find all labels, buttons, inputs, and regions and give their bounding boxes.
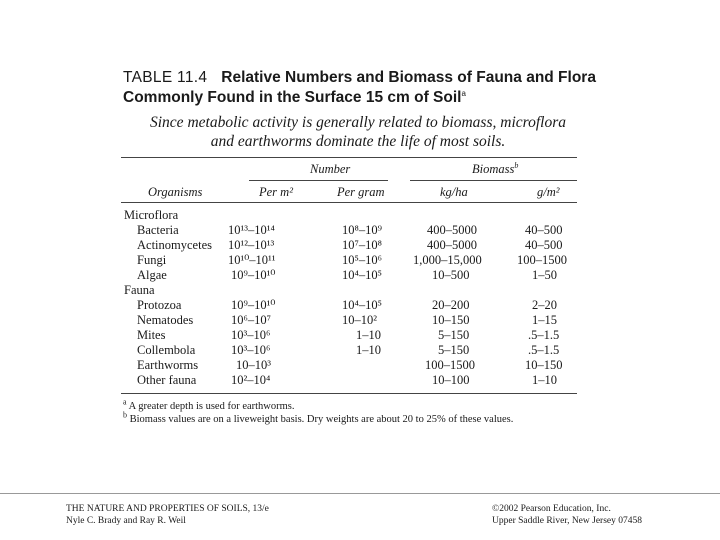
- bottom-rule: [121, 393, 577, 394]
- kgha-cell: 400–5000: [427, 238, 477, 252]
- header-per-gram: Per gram: [337, 185, 385, 199]
- organism-cell: Other fauna: [137, 373, 197, 387]
- organism-cell: Protozoa: [137, 298, 182, 312]
- organism-cell: Nematodes: [137, 313, 194, 327]
- per-gram-cell: 10⁵–10⁶: [342, 253, 382, 267]
- gm2-cell: 40–500: [525, 223, 563, 237]
- footer-left: [66, 503, 269, 527]
- copyright: ©2002 Pearson Education, Inc.: [492, 504, 611, 514]
- header-biomass-group: [472, 162, 518, 177]
- per-gram-cell: 10–10²: [342, 313, 377, 327]
- per-gram-cell: 10⁴–10⁵: [342, 268, 382, 282]
- per-gram-cell: 1–10: [356, 343, 381, 357]
- kgha-cell: 10–100: [432, 373, 470, 387]
- organism-cell: Bacteria: [137, 223, 179, 237]
- organism-cell: Algae: [137, 268, 167, 282]
- kgha-cell: 10–500: [432, 268, 470, 282]
- organism-cell: Actinomycetes: [137, 238, 212, 252]
- footnote-a-mark: a: [123, 397, 127, 407]
- table-title: [123, 68, 596, 108]
- footer-right: [492, 503, 642, 527]
- kgha-cell: 1,000–15,000: [413, 253, 482, 267]
- organism-cell: Mites: [137, 328, 166, 342]
- per-m2-cell: 10³–10⁶: [231, 343, 271, 357]
- gm2-cell: 100–1500: [517, 253, 567, 267]
- footnote-b-text: Biomass values are on a liveweight basis. Dry weights are about 20 to 25% of these values.: [129, 414, 514, 425]
- kgha-cell: 20–200: [432, 298, 470, 312]
- footnote-b-mark: b: [123, 410, 127, 420]
- biomass-label: Biomass: [472, 162, 515, 176]
- gm2-cell: 40–500: [525, 238, 563, 252]
- kgha-cell: 5–150: [438, 343, 470, 357]
- organism-cell: Collembola: [137, 343, 196, 357]
- section-fauna: Fauna: [124, 283, 155, 297]
- biomass-footnote-mark: b: [514, 160, 519, 170]
- table-number: TABLE 11.4: [123, 69, 208, 86]
- title-text-2: Commonly Found in the Surface 15 cm of Soil: [123, 89, 462, 106]
- title-text-1: Relative Numbers and Biomass of Fauna and Flora: [221, 69, 596, 86]
- gm2-cell: 10–150: [525, 358, 563, 372]
- title-line-1: [123, 68, 596, 88]
- gm2-cell: 1–10: [532, 373, 557, 387]
- footnote-a-text: A greater depth is used for earthworms.: [128, 401, 295, 412]
- biomass-group-rule: [410, 180, 577, 181]
- gm2-cell: 2–20: [532, 298, 557, 312]
- gm2-cell: 1–15: [532, 313, 557, 327]
- per-m2-cell: 10⁶–10⁷: [231, 313, 271, 327]
- book-title: THE NATURE AND PROPERTIES OF SOILS, 13/e: [66, 504, 269, 514]
- organism-cell: Earthworms: [137, 358, 199, 372]
- per-gram-cell: 1–10: [356, 328, 381, 342]
- per-m2-cell: 10²–10⁴: [231, 373, 271, 387]
- gm2-cell: .5–1.5: [528, 343, 560, 357]
- footer-rule: [0, 493, 720, 494]
- gm2-cell: 1–50: [532, 268, 557, 282]
- per-gram-cell: 10⁷–10⁸: [342, 238, 382, 252]
- subtitle-line-2: and earthworms dominate the life of most soils.: [210, 133, 506, 150]
- top-rule: [121, 157, 577, 158]
- gm2-cell: .5–1.5: [528, 328, 560, 342]
- header-kgha: kg/ha: [440, 185, 468, 199]
- kgha-cell: 400–5000: [427, 223, 477, 237]
- per-m2-cell: 10¹³–10¹⁴: [228, 223, 275, 237]
- title-line-2: [123, 88, 593, 108]
- section-microflora: Microflora: [124, 208, 179, 222]
- title-footnote-mark: a: [461, 88, 466, 98]
- per-gram-cell: 10⁴–10⁵: [342, 298, 382, 312]
- kgha-cell: 100–1500: [425, 358, 475, 372]
- header-gm2: g/m²: [537, 185, 560, 199]
- per-m2-cell: 10⁹–10¹⁰: [231, 268, 276, 282]
- organism-cell: Fungi: [137, 253, 167, 267]
- per-m2-cell: 10–10³: [236, 358, 271, 372]
- table-subtitle: [123, 113, 593, 151]
- book-authors: Nyle C. Brady and Ray R. Weil: [66, 516, 186, 526]
- per-m2-cell: 10¹⁰–10¹¹: [228, 253, 276, 267]
- kgha-cell: 10–150: [432, 313, 470, 327]
- per-m2-cell: 10⁹–10¹⁰: [231, 298, 276, 312]
- publisher-address: Upper Saddle River, New Jersey 07458: [492, 516, 643, 526]
- per-gram-cell: 10⁸–10⁹: [342, 223, 382, 237]
- per-m2-cell: 10³–10⁶: [231, 328, 271, 342]
- header-rule: [121, 202, 577, 203]
- per-m2-cell: 10¹²–10¹³: [228, 238, 275, 252]
- header-organisms: Organisms: [148, 185, 203, 199]
- header-number-group: Number: [310, 162, 351, 176]
- header-per-m2: Per m²: [259, 185, 293, 199]
- footnote-a: [123, 397, 295, 412]
- kgha-cell: 5–150: [438, 328, 470, 342]
- number-group-rule: [249, 180, 388, 181]
- footnote-b: [123, 410, 514, 425]
- subtitle-line-1: Since metabolic activity is generally related to biomass, microflora: [150, 114, 566, 131]
